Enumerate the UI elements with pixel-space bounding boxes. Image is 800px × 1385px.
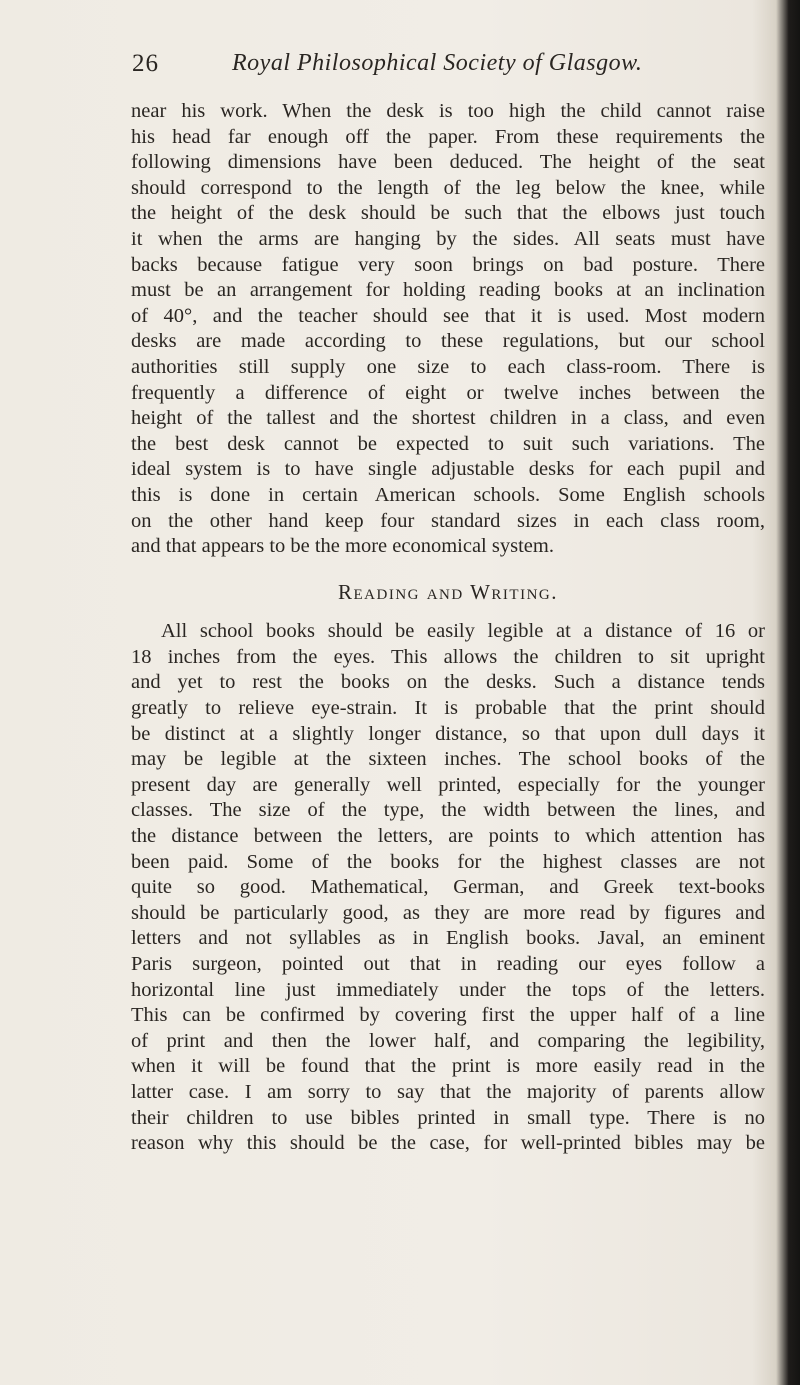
text-line: near his work. When the desk is too high the child cannot raise xyxy=(131,100,765,122)
text-line: this is done in certain American schools. Some English schools xyxy=(131,483,765,506)
text-line: the height of the desk should be such that the elbows just touch xyxy=(131,202,765,225)
text-line: letters and not syllables as in English books. Javal, an eminent xyxy=(131,927,765,950)
body-text xyxy=(131,99,765,1157)
text-line: frequently a difference of eight or twelve inches between the xyxy=(131,381,765,404)
text-line: horizontal line just immediately under the tops of the letters. xyxy=(131,978,765,1001)
text-line: of 40°, and the teacher should see that it is used. Most modern xyxy=(131,304,765,327)
paragraph-reading xyxy=(131,619,765,1156)
text-line: the best desk cannot be expected to suit such variations. The xyxy=(131,432,765,455)
text-line: 18 inches from the eyes. This allows the children to sit upright xyxy=(131,645,765,668)
text-line: and that appears to be the more economical system. xyxy=(131,535,554,558)
page-number: 26 xyxy=(132,50,159,77)
text-line: classes. The size of the type, the width between the lines, and xyxy=(131,799,765,822)
text-line: All school books should be easily legible at a distance of 16 or xyxy=(161,620,765,643)
text-line: quite so good. Mathematical, German, and Greek text-books xyxy=(131,876,765,899)
text-line: Paris surgeon, pointed out that in reading our eyes follow a xyxy=(131,953,765,975)
text-line: and yet to rest the books on the desks. Such a distance tends xyxy=(131,671,765,694)
text-line: This can be confirmed by covering first the upper half of a line xyxy=(131,1004,765,1027)
text-line: authorities still supply one size to each class-room. There is xyxy=(131,355,765,378)
text-line: be distinct at a slightly longer distance, so that upon dull days it xyxy=(131,722,765,745)
text-line: greatly to relieve eye-strain. It is probable that the print should xyxy=(131,697,765,720)
text-line: his head far enough off the paper. From these requirements the xyxy=(131,125,765,148)
text-line: latter case. I am sorry to say that the majority of parents allow xyxy=(131,1080,765,1103)
running-head: Royal Philosophical Society of Glasgow. xyxy=(232,50,643,76)
text-line: present day are generally well printed, especially for the younger xyxy=(131,773,765,796)
text-line: should be particularly good, as they are more read by figures and xyxy=(131,901,765,924)
text-line: following dimensions have been deduced. The height of the seat xyxy=(131,151,765,174)
text-line: should correspond to the length of the leg below the knee, while xyxy=(131,176,765,199)
text-line: height of the tallest and the shortest children in a class, and even xyxy=(131,407,765,430)
text-line: been paid. Some of the books for the highest classes are not xyxy=(131,850,765,873)
text-line: the distance between the letters, are points to which attention has xyxy=(131,825,765,848)
text-line: backs because fatigue very soon brings on bad posture. There xyxy=(131,253,765,276)
text-line: must be an arrangement for holding reading books at an inclination xyxy=(131,279,765,302)
text-line: may be legible at the sixteen inches. The school books of the xyxy=(131,748,765,771)
text-line: reason why this should be the case, for well-printed bibles may be xyxy=(131,1132,765,1155)
section-heading: Reading and Writing. xyxy=(337,579,558,604)
text-line: when it will be found that the print is more easily read in the xyxy=(131,1055,765,1078)
text-line: on the other hand keep four standard sizes in each class room, xyxy=(131,509,765,532)
page-header xyxy=(0,50,780,90)
text-line: desks are made according to these regulations, but our school xyxy=(131,330,765,353)
paragraph-desks xyxy=(131,99,765,560)
text-line: it when the arms are hanging by the sides. All seats must have xyxy=(131,227,765,250)
text-line: of print and then the lower half, and comparing the legibility, xyxy=(131,1029,765,1052)
text-line: ideal system is to have single adjustable desks for each pupil and xyxy=(131,458,765,481)
text-line: their children to use bibles printed in small type. There is no xyxy=(131,1106,765,1129)
